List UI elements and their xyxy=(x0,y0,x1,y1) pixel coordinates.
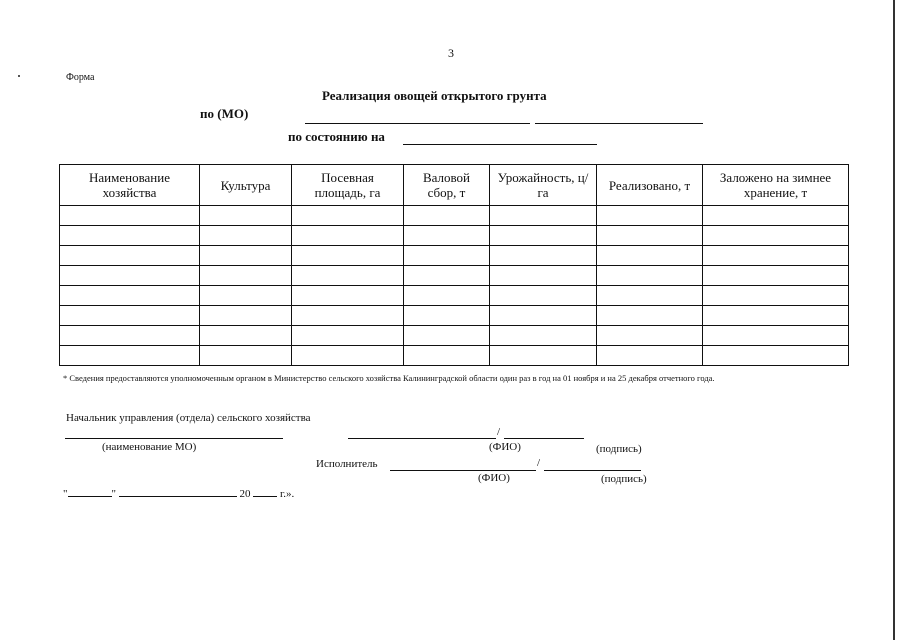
table-cell[interactable] xyxy=(597,306,703,326)
mo-name-blank-1[interactable] xyxy=(305,123,530,124)
scan-speck xyxy=(18,75,20,77)
table-cell[interactable] xyxy=(703,326,849,346)
table-cell[interactable] xyxy=(703,206,849,226)
document-title: Реализация овощей открытого грунта xyxy=(322,88,547,103)
report-table xyxy=(59,164,849,366)
executor-fio-caption: (ФИО) xyxy=(478,472,510,484)
table-cell[interactable] xyxy=(292,286,404,306)
table-cell[interactable] xyxy=(292,306,404,326)
table-row xyxy=(60,266,849,286)
table-row xyxy=(60,286,849,306)
table-cell[interactable] xyxy=(703,226,849,246)
table-cell[interactable] xyxy=(60,226,200,246)
as-of-date-blank[interactable] xyxy=(403,144,597,145)
table-row xyxy=(60,226,849,246)
executor-signature-blank[interactable] xyxy=(544,470,641,471)
table-cell[interactable] xyxy=(404,326,490,346)
table-cell[interactable] xyxy=(60,346,200,366)
by-mo-label: по (МО) xyxy=(200,106,249,121)
table-cell[interactable] xyxy=(60,326,200,346)
column-header-crop: Культура xyxy=(200,165,292,206)
table-cell[interactable] xyxy=(597,246,703,266)
table-cell[interactable] xyxy=(200,306,292,326)
table-cell[interactable] xyxy=(490,266,597,286)
chief-slash: / xyxy=(497,426,501,438)
mo-name-signature-blank[interactable] xyxy=(65,438,283,439)
table-row xyxy=(60,206,849,226)
column-header-sown-area: Посевная площадь, га xyxy=(292,165,404,206)
table-cell[interactable] xyxy=(597,286,703,306)
chief-signature-caption: (подпись) xyxy=(596,443,642,455)
date-line xyxy=(63,486,294,500)
table-header-row xyxy=(60,165,849,206)
table-cell[interactable] xyxy=(404,246,490,266)
footnote: * Сведения предоставляются уполномоченным органом в Министерство сельского хозяйства Калининградской области один раз в год на 01 ноября и на 25 декабря отчетного года. xyxy=(63,373,715,383)
table-cell[interactable] xyxy=(292,226,404,246)
table-cell[interactable] xyxy=(200,206,292,226)
table-cell[interactable] xyxy=(200,226,292,246)
date-day-blank[interactable] xyxy=(68,486,112,497)
table-cell[interactable] xyxy=(60,306,200,326)
table-cell[interactable] xyxy=(404,306,490,326)
table-cell[interactable] xyxy=(490,306,597,326)
table-row xyxy=(60,306,849,326)
table-cell[interactable] xyxy=(490,286,597,306)
table-cell[interactable] xyxy=(404,286,490,306)
table-body xyxy=(60,206,849,366)
table-cell[interactable] xyxy=(292,206,404,226)
executor-label: Исполнитель xyxy=(316,458,378,470)
table-cell[interactable] xyxy=(200,346,292,366)
table-cell[interactable] xyxy=(60,206,200,226)
table-cell[interactable] xyxy=(597,266,703,286)
table-cell[interactable] xyxy=(490,206,597,226)
table-cell[interactable] xyxy=(404,266,490,286)
date-year-prefix: 20 xyxy=(239,488,251,500)
table-cell[interactable] xyxy=(703,286,849,306)
chief-signature-blank[interactable] xyxy=(504,438,584,439)
as-of-label: по состоянию на xyxy=(288,129,385,144)
table-cell[interactable] xyxy=(490,226,597,246)
executor-fio-blank[interactable] xyxy=(390,470,536,471)
table-cell[interactable] xyxy=(597,346,703,366)
date-month-blank[interactable] xyxy=(119,486,237,497)
table-row xyxy=(60,346,849,366)
table-cell[interactable] xyxy=(490,246,597,266)
executor-slash: / xyxy=(537,457,541,469)
table-cell[interactable] xyxy=(490,326,597,346)
table-cell[interactable] xyxy=(200,266,292,286)
table-cell[interactable] xyxy=(60,286,200,306)
date-year-blank[interactable] xyxy=(253,486,277,497)
table-cell[interactable] xyxy=(292,246,404,266)
chief-fio-caption: (ФИО) xyxy=(489,441,521,453)
column-header-yield: Урожайность, ц/га xyxy=(490,165,597,206)
table-cell[interactable] xyxy=(60,266,200,286)
table-cell[interactable] xyxy=(703,346,849,366)
table-cell[interactable] xyxy=(404,206,490,226)
table-row xyxy=(60,246,849,266)
date-close-quote: " xyxy=(111,488,116,500)
table-cell[interactable] xyxy=(490,346,597,366)
form-label: Форма xyxy=(66,72,95,83)
table-cell[interactable] xyxy=(703,266,849,286)
column-header-winter-storage: Заложено на зимнее хранение, т xyxy=(703,165,849,206)
table-cell[interactable] xyxy=(200,286,292,306)
date-open-quote: " xyxy=(63,488,68,500)
column-header-farm: Наименование хозяйства xyxy=(60,165,200,206)
table-cell[interactable] xyxy=(597,206,703,226)
table-cell[interactable] xyxy=(200,246,292,266)
table-cell[interactable] xyxy=(200,326,292,346)
chief-fio-blank[interactable] xyxy=(348,438,496,439)
table-cell[interactable] xyxy=(597,226,703,246)
table-cell[interactable] xyxy=(292,326,404,346)
page-number: 3 xyxy=(448,46,454,60)
table-cell[interactable] xyxy=(703,306,849,326)
table-cell[interactable] xyxy=(404,226,490,246)
table-cell[interactable] xyxy=(292,266,404,286)
column-header-gross-harvest: Валовой сбор, т xyxy=(404,165,490,206)
date-year-suffix: г.». xyxy=(280,488,295,500)
table-cell[interactable] xyxy=(404,346,490,366)
mo-name-caption: (наименование МО) xyxy=(102,441,197,453)
table-cell[interactable] xyxy=(60,246,200,266)
table-cell[interactable] xyxy=(292,346,404,366)
scan-edge-line xyxy=(893,0,895,640)
table-cell[interactable] xyxy=(703,246,849,266)
column-header-sold: Реализовано, т xyxy=(597,165,703,206)
table-row xyxy=(60,326,849,346)
mo-name-blank-2[interactable] xyxy=(535,123,703,124)
executor-signature-caption: (подпись) xyxy=(601,473,647,485)
table-cell[interactable] xyxy=(597,326,703,346)
chief-label: Начальник управления (отдела) сельского хозяйства xyxy=(66,412,311,424)
